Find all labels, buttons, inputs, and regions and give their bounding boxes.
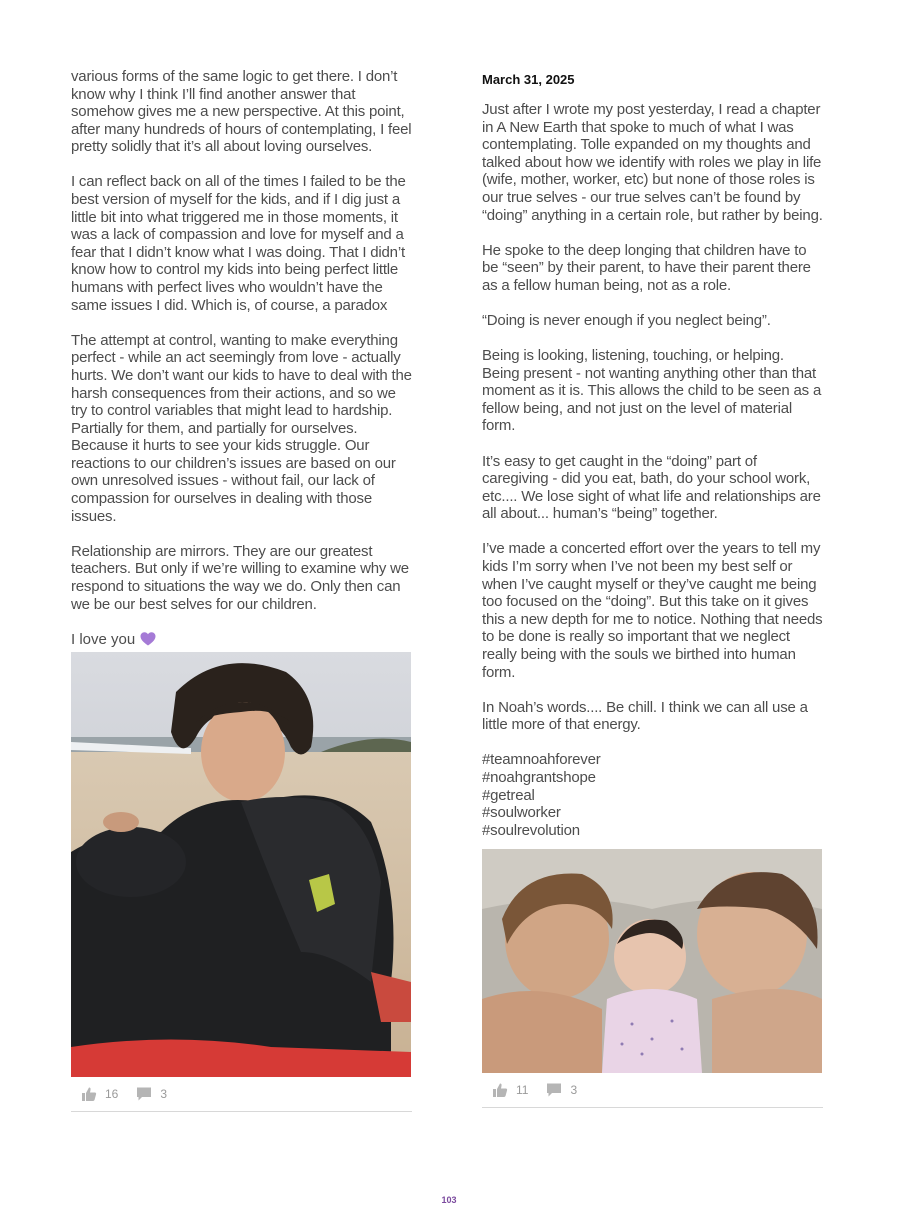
post-paragraph: Being is looking, listening, touching, or helping. Being present - not wanting anything other than that moment as it is. This allows the child to be seen as a fellow being, and not just on the level of material form. [482, 347, 822, 435]
beach-wetsuit-photo [71, 652, 411, 1077]
hashtag[interactable]: #noahgrantshope [482, 768, 596, 786]
post-paragraph: I can reflect back on all of the times I failed to be the best version of myself for the kids, and if I dig just a little bit into what triggered me in those moments, it was a lack of compassion and love for myself and a fear that I didn’t know what I was doing. That I didn’t know how to control my kids into being perfect little humans with perfect lives who wouldn’t have the same issues I did. Which is, of course, a paradox [71, 173, 406, 314]
purple-heart-icon [140, 631, 156, 647]
comment-icon[interactable] [136, 1086, 152, 1102]
love-line [71, 631, 412, 649]
comment-count: 3 [160, 1087, 168, 1102]
post-paragraph: Relationship are mirrors. They are our greatest teachers. But only if we’re willing to examine why we respond to situations the way we do. Only then can we be our best selves for our children. [71, 542, 409, 613]
hashtag[interactable]: #teamnoahforever [482, 751, 601, 769]
hashtag-list [482, 751, 823, 839]
like-count: 16 [105, 1087, 119, 1102]
post-paragraph: “Doing is never enough if you neglect being”. [482, 311, 771, 329]
hashtag[interactable]: #soulworker [482, 804, 561, 822]
right-column [482, 68, 823, 1108]
post-paragraph: The attempt at control, wanting to make everything perfect - while an act seemingly from love - actually hurts. We don’t want our kids to have to deal with the harsh consequences from their actions, and so we try to control variables that might lead to hardship. Partially for them, and partially for ourselves. Because it hurts to see your kids struggle. Our reactions to our children’s issues are based on our own unresolved issues - without fail, our lack of compassion for ourselves in dealing with those issues. [71, 331, 412, 525]
post-paragraph: He spoke to the deep longing that children have to be “seen” by their parent, to have their parent there as a fellow human being, not as a role. [482, 241, 811, 294]
left-column [71, 68, 412, 1112]
post-paragraph: I’ve made a concerted effort over the years to tell my kids I’m sorry when I’ve not been my best self or when I’ve caught myself or they’ve caught me being too focused on the “doing”. But this take on it gives this a new depth for me to notice. Nothing that needs to be done is really so important that we neglect really being with the souls we birthed into human form. [482, 540, 823, 681]
hashtag[interactable]: #getreal [482, 786, 535, 804]
comment-icon[interactable] [546, 1082, 562, 1098]
brothers-kissing-baby-photo [482, 849, 822, 1073]
page-number: 103 [441, 1195, 457, 1205]
comment-count: 3 [570, 1083, 578, 1098]
thumbs-up-icon[interactable] [492, 1082, 508, 1098]
reactions-bar [482, 1073, 823, 1108]
thumbs-up-icon[interactable] [81, 1086, 97, 1102]
post-date: March 31, 2025 [482, 72, 575, 87]
like-count: 11 [516, 1083, 529, 1098]
post-paragraph: In Noah’s words.... Be chill. I think we can all use a little more of that energy. [482, 698, 808, 734]
hashtag[interactable]: #soulrevolution [482, 821, 580, 839]
post-paragraph: It’s easy to get caught in the “doing” part of caregiving - did you eat, bath, do your school work, etc.... We lose sight of what life and relationships are all about... human’s “being” together. [482, 452, 821, 523]
love-text: I love you [71, 630, 136, 648]
post-paragraph: various forms of the same logic to get there. I don’t know why I think I’ll find another answer that somehow gives me a new perspective. At this point, after many hundreds of hours of contemplating, I feel pretty solidly that it’s all about loving ourselves. [71, 68, 412, 156]
post-paragraph: Just after I wrote my post yesterday, I read a chapter in A New Earth that spoke to much of what I was contemplating. Tolle expanded on my thoughts and talked about how we identify with roles we play in life (wife, mother, worker, etc) but none of those roles is our true selves - our true selves can’t be found by “doing” anything in a certain role, but rather by being. [482, 101, 823, 224]
reactions-bar [71, 1077, 412, 1112]
